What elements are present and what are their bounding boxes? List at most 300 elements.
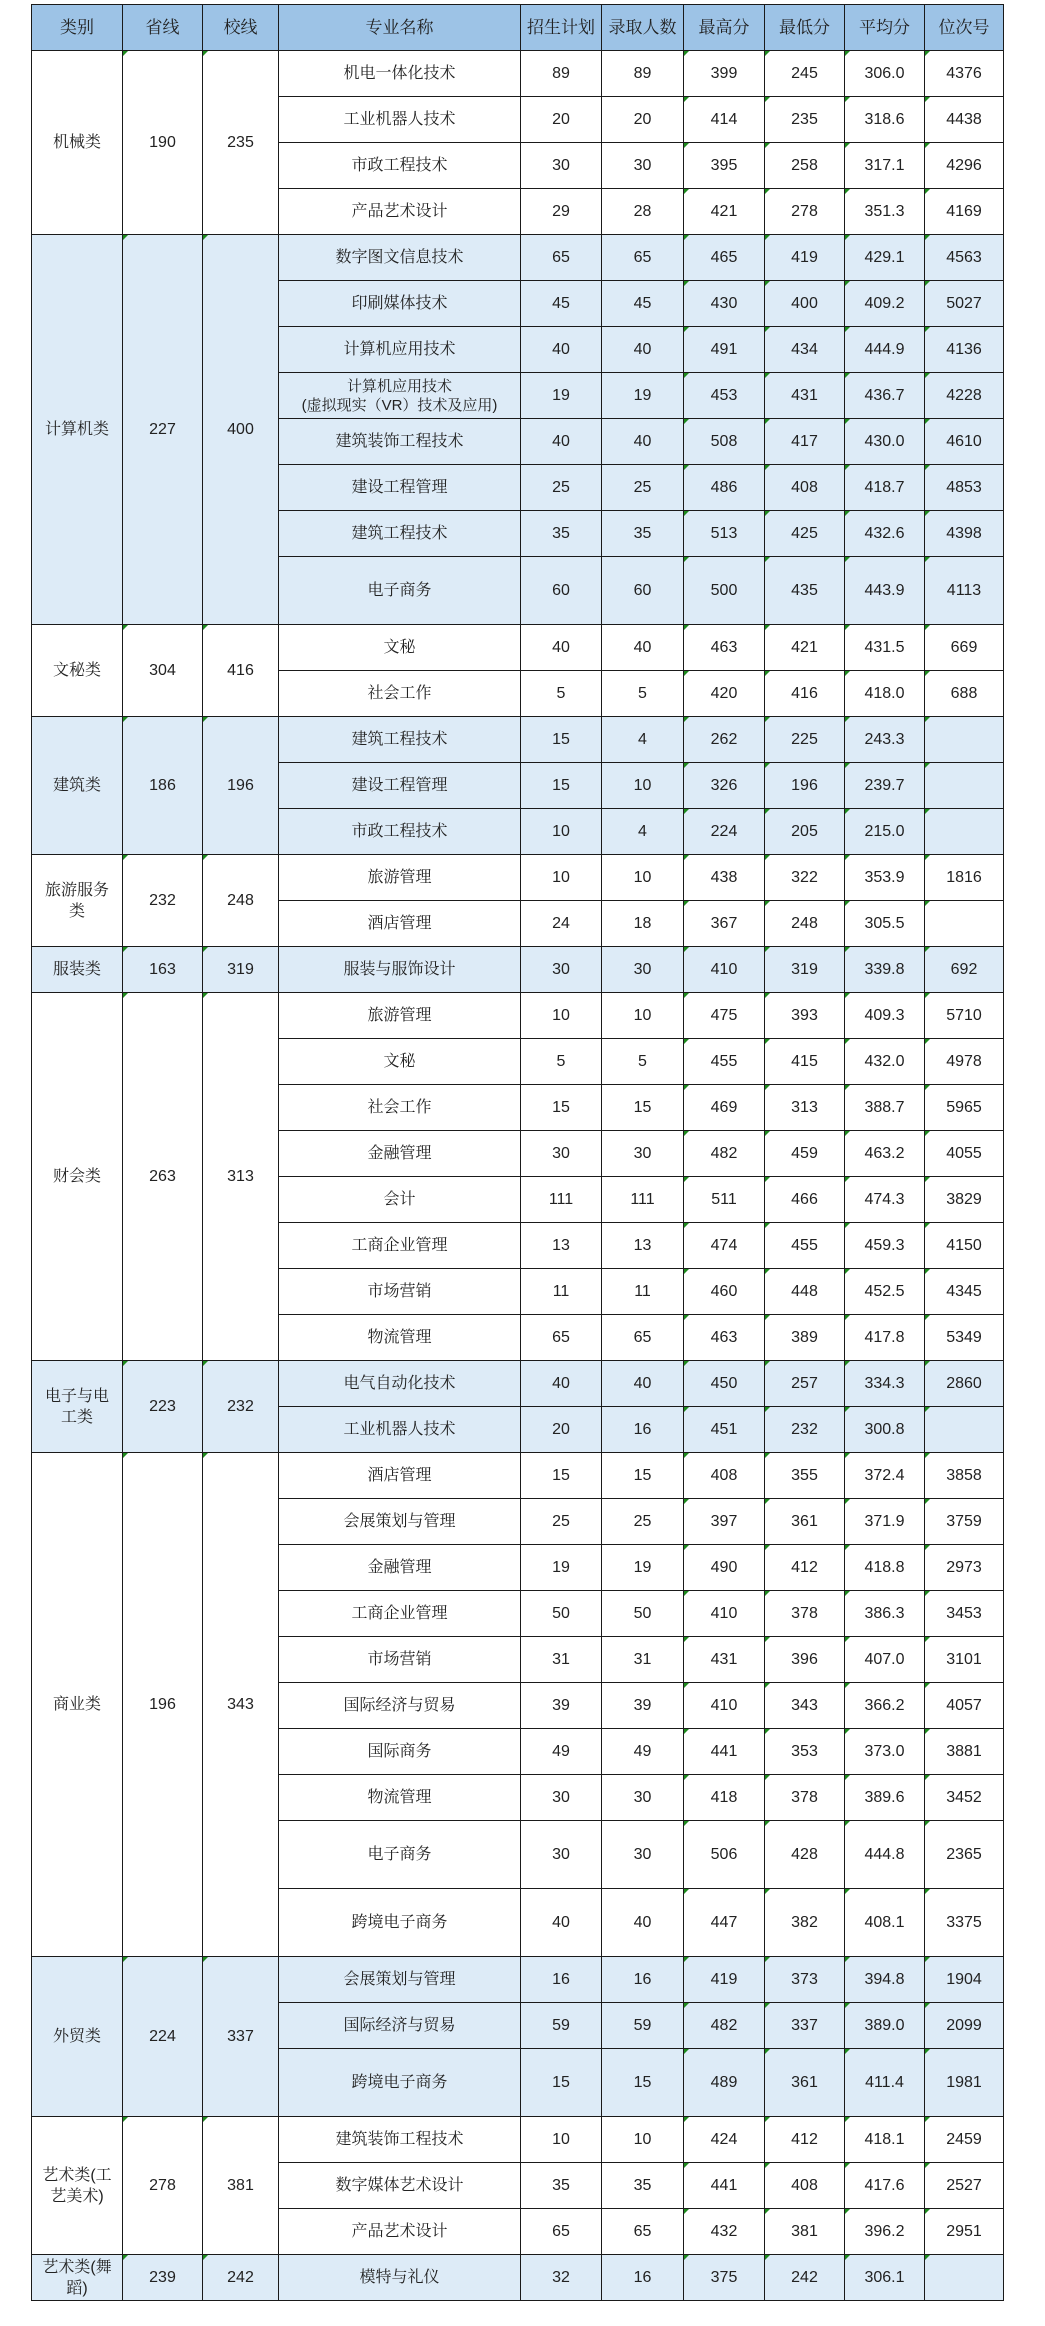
min-score-cell: 248 [765, 901, 845, 947]
max-score-cell: 424 [684, 2117, 765, 2163]
admitted-cell: 16 [602, 1957, 684, 2003]
major-cell: 服装与服饰设计 [279, 947, 521, 993]
admitted-cell: 65 [602, 235, 684, 281]
admitted-cell: 15 [602, 1453, 684, 1499]
table-row [32, 993, 1004, 1039]
max-score-cell: 441 [684, 1729, 765, 1775]
plan-cell: 35 [521, 511, 602, 557]
min-score-cell: 196 [765, 763, 845, 809]
min-score-cell: 278 [765, 189, 845, 235]
min-score-cell: 232 [765, 1407, 845, 1453]
min-score-cell: 313 [765, 1085, 845, 1131]
avg-score-cell: 474.3 [845, 1177, 925, 1223]
category-group [32, 993, 1004, 1361]
max-score-cell: 475 [684, 993, 765, 1039]
rank-cell: 5710 [925, 993, 1004, 1039]
min-score-cell: 343 [765, 1683, 845, 1729]
admitted-cell: 11 [602, 1269, 684, 1315]
plan-cell: 10 [521, 2117, 602, 2163]
avg-score-cell: 386.3 [845, 1591, 925, 1637]
plan-cell: 20 [521, 97, 602, 143]
header-row [32, 5, 1004, 51]
plan-cell: 30 [521, 1775, 602, 1821]
major-cell: 电子商务 [279, 557, 521, 625]
plan-cell: 30 [521, 1821, 602, 1889]
admitted-cell: 10 [602, 2117, 684, 2163]
rank-cell: 1904 [925, 1957, 1004, 2003]
avg-score-cell: 373.0 [845, 1729, 925, 1775]
admitted-cell: 31 [602, 1637, 684, 1683]
admitted-cell: 59 [602, 2003, 684, 2049]
plan-cell: 40 [521, 625, 602, 671]
plan-cell: 10 [521, 993, 602, 1039]
min-score-cell: 396 [765, 1637, 845, 1683]
major-cell: 机电一体化技术 [279, 51, 521, 97]
admitted-cell: 20 [602, 97, 684, 143]
plan-cell: 20 [521, 1407, 602, 1453]
max-score-cell: 513 [684, 511, 765, 557]
min-score-cell: 361 [765, 2049, 845, 2117]
major-cell: 文秘 [279, 1039, 521, 1085]
min-score-cell: 378 [765, 1591, 845, 1637]
plan-cell: 65 [521, 1315, 602, 1361]
school-line-cell: 400 [203, 235, 279, 625]
admitted-cell: 19 [602, 373, 684, 419]
max-score-cell: 486 [684, 465, 765, 511]
major-cell: 建筑装饰工程技术 [279, 419, 521, 465]
table-row [32, 717, 1004, 763]
rank-cell: 4113 [925, 557, 1004, 625]
school-line-cell: 319 [203, 947, 279, 993]
max-score-cell: 418 [684, 1775, 765, 1821]
min-score-cell: 319 [765, 947, 845, 993]
rank-cell: 4438 [925, 97, 1004, 143]
min-score-cell: 382 [765, 1889, 845, 1957]
major-cell: 会展策划与管理 [279, 1957, 521, 2003]
table-row [32, 51, 1004, 97]
min-score-cell: 455 [765, 1223, 845, 1269]
max-score-cell: 438 [684, 855, 765, 901]
category-group [32, 1361, 1004, 1453]
max-score-cell: 421 [684, 189, 765, 235]
min-score-cell: 378 [765, 1775, 845, 1821]
max-score-cell: 410 [684, 947, 765, 993]
plan-cell: 25 [521, 1499, 602, 1545]
rank-cell [925, 2255, 1004, 2301]
min-score-cell: 419 [765, 235, 845, 281]
rank-cell: 4169 [925, 189, 1004, 235]
province-line-cell: 263 [123, 993, 203, 1361]
admitted-cell: 30 [602, 947, 684, 993]
rank-cell: 2099 [925, 2003, 1004, 2049]
rank-cell [925, 763, 1004, 809]
max-score-cell: 482 [684, 2003, 765, 2049]
province-line-cell: 224 [123, 1957, 203, 2117]
avg-score-cell: 318.6 [845, 97, 925, 143]
max-score-cell: 414 [684, 97, 765, 143]
min-score-cell: 353 [765, 1729, 845, 1775]
rank-cell: 5349 [925, 1315, 1004, 1361]
school-line-cell: 416 [203, 625, 279, 717]
major-cell: 电子商务 [279, 1821, 521, 1889]
admitted-cell: 16 [602, 1407, 684, 1453]
major-cell: 数字媒体艺术设计 [279, 2163, 521, 2209]
category-cell: 建筑类 [32, 717, 123, 855]
rank-cell: 3453 [925, 1591, 1004, 1637]
avg-score-cell: 366.2 [845, 1683, 925, 1729]
major-cell: 酒店管理 [279, 1453, 521, 1499]
plan-cell: 16 [521, 1957, 602, 2003]
plan-cell: 11 [521, 1269, 602, 1315]
avg-score-cell: 444.9 [845, 327, 925, 373]
major-cell: 金融管理 [279, 1131, 521, 1177]
major-cell: 产品艺术设计 [279, 189, 521, 235]
max-score-cell: 474 [684, 1223, 765, 1269]
rank-cell: 3375 [925, 1889, 1004, 1957]
admitted-cell: 30 [602, 1821, 684, 1889]
major-cell: 电气自动化技术 [279, 1361, 521, 1407]
plan-cell: 15 [521, 717, 602, 763]
province-line-cell: 163 [123, 947, 203, 993]
avg-score-cell: 389.6 [845, 1775, 925, 1821]
school-line-cell: 343 [203, 1453, 279, 1957]
major-cell: 工商企业管理 [279, 1591, 521, 1637]
avg-score-cell: 300.8 [845, 1407, 925, 1453]
province-line-cell: 186 [123, 717, 203, 855]
min-score-cell: 428 [765, 1821, 845, 1889]
avg-score-cell: 444.8 [845, 1821, 925, 1889]
max-score-cell: 410 [684, 1591, 765, 1637]
header-avg-score: 平均分 [845, 5, 925, 51]
major-cell: 物流管理 [279, 1775, 521, 1821]
header-admitted: 录取人数 [602, 5, 684, 51]
admitted-cell: 60 [602, 557, 684, 625]
avg-score-cell: 407.0 [845, 1637, 925, 1683]
category-cell: 艺术类(工艺美术) [32, 2117, 123, 2255]
admitted-cell: 65 [602, 2209, 684, 2255]
max-score-cell: 469 [684, 1085, 765, 1131]
major-cell: 工业机器人技术 [279, 1407, 521, 1453]
school-line-cell: 242 [203, 2255, 279, 2301]
avg-score-cell: 418.0 [845, 671, 925, 717]
min-score-cell: 400 [765, 281, 845, 327]
major-cell: 工商企业管理 [279, 1223, 521, 1269]
max-score-cell: 491 [684, 327, 765, 373]
table-row [32, 625, 1004, 671]
max-score-cell: 431 [684, 1637, 765, 1683]
max-score-cell: 463 [684, 625, 765, 671]
rank-cell: 669 [925, 625, 1004, 671]
admitted-cell: 15 [602, 2049, 684, 2117]
max-score-cell: 262 [684, 717, 765, 763]
plan-cell: 24 [521, 901, 602, 947]
min-score-cell: 421 [765, 625, 845, 671]
category-cell: 外贸类 [32, 1957, 123, 2117]
avg-score-cell: 372.4 [845, 1453, 925, 1499]
major-cell: 数字图文信息技术 [279, 235, 521, 281]
category-cell: 文秘类 [32, 625, 123, 717]
avg-score-cell: 431.5 [845, 625, 925, 671]
avg-score-cell: 432.0 [845, 1039, 925, 1085]
avg-score-cell: 432.6 [845, 511, 925, 557]
province-line-cell: 227 [123, 235, 203, 625]
max-score-cell: 490 [684, 1545, 765, 1591]
major-cell: 会展策划与管理 [279, 1499, 521, 1545]
table-row [32, 1453, 1004, 1499]
rank-cell: 4853 [925, 465, 1004, 511]
avg-score-cell: 418.1 [845, 2117, 925, 2163]
rank-cell: 4057 [925, 1683, 1004, 1729]
plan-cell: 89 [521, 51, 602, 97]
province-line-cell: 190 [123, 51, 203, 235]
admitted-cell: 18 [602, 901, 684, 947]
max-score-cell: 450 [684, 1361, 765, 1407]
max-score-cell: 375 [684, 2255, 765, 2301]
major-cell: 市政工程技术 [279, 809, 521, 855]
admitted-cell: 40 [602, 327, 684, 373]
major-cell: 建筑装饰工程技术 [279, 2117, 521, 2163]
max-score-cell: 419 [684, 1957, 765, 2003]
max-score-cell: 410 [684, 1683, 765, 1729]
max-score-cell: 399 [684, 51, 765, 97]
rank-cell: 3829 [925, 1177, 1004, 1223]
header-category: 类别 [32, 5, 123, 51]
avg-score-cell: 463.2 [845, 1131, 925, 1177]
major-cell: 计算机应用技术 (虚拟现实（VR）技术及应用) [279, 373, 521, 419]
rank-cell: 2527 [925, 2163, 1004, 2209]
rank-cell: 3101 [925, 1637, 1004, 1683]
school-line-cell: 235 [203, 51, 279, 235]
plan-cell: 19 [521, 1545, 602, 1591]
rank-cell [925, 901, 1004, 947]
plan-cell: 65 [521, 235, 602, 281]
admitted-cell: 16 [602, 2255, 684, 2301]
avg-score-cell: 443.9 [845, 557, 925, 625]
plan-cell: 40 [521, 1361, 602, 1407]
avg-score-cell: 408.1 [845, 1889, 925, 1957]
plan-cell: 19 [521, 373, 602, 419]
plan-cell: 45 [521, 281, 602, 327]
major-cell: 计算机应用技术 [279, 327, 521, 373]
min-score-cell: 322 [765, 855, 845, 901]
plan-cell: 30 [521, 143, 602, 189]
admitted-cell: 49 [602, 1729, 684, 1775]
avg-score-cell: 243.3 [845, 717, 925, 763]
avg-score-cell: 409.3 [845, 993, 925, 1039]
rank-cell: 4563 [925, 235, 1004, 281]
category-cell: 服装类 [32, 947, 123, 993]
min-score-cell: 361 [765, 1499, 845, 1545]
plan-cell: 15 [521, 763, 602, 809]
admitted-cell: 30 [602, 1131, 684, 1177]
min-score-cell: 417 [765, 419, 845, 465]
table-row [32, 855, 1004, 901]
min-score-cell: 225 [765, 717, 845, 763]
avg-score-cell: 418.7 [845, 465, 925, 511]
avg-score-cell: 306.0 [845, 51, 925, 97]
max-score-cell: 397 [684, 1499, 765, 1545]
min-score-cell: 425 [765, 511, 845, 557]
avg-score-cell: 305.5 [845, 901, 925, 947]
major-cell: 模特与礼仪 [279, 2255, 521, 2301]
min-score-cell: 381 [765, 2209, 845, 2255]
major-cell: 社会工作 [279, 1085, 521, 1131]
max-score-cell: 451 [684, 1407, 765, 1453]
min-score-cell: 412 [765, 2117, 845, 2163]
plan-cell: 35 [521, 2163, 602, 2209]
max-score-cell: 224 [684, 809, 765, 855]
category-cell: 电子与电工类 [32, 1361, 123, 1453]
admitted-cell: 50 [602, 1591, 684, 1637]
avg-score-cell: 317.1 [845, 143, 925, 189]
major-cell: 国际商务 [279, 1729, 521, 1775]
category-cell: 艺术类(舞蹈) [32, 2255, 123, 2301]
max-score-cell: 453 [684, 373, 765, 419]
rank-cell [925, 809, 1004, 855]
admitted-cell: 111 [602, 1177, 684, 1223]
admitted-cell: 10 [602, 763, 684, 809]
max-score-cell: 511 [684, 1177, 765, 1223]
rank-cell: 5965 [925, 1085, 1004, 1131]
min-score-cell: 434 [765, 327, 845, 373]
plan-cell: 39 [521, 1683, 602, 1729]
min-score-cell: 459 [765, 1131, 845, 1177]
province-line-cell: 223 [123, 1361, 203, 1453]
min-score-cell: 415 [765, 1039, 845, 1085]
admitted-cell: 19 [602, 1545, 684, 1591]
plan-cell: 49 [521, 1729, 602, 1775]
major-cell: 物流管理 [279, 1315, 521, 1361]
rank-cell [925, 1407, 1004, 1453]
avg-score-cell: 394.8 [845, 1957, 925, 2003]
rank-cell: 4150 [925, 1223, 1004, 1269]
table-row [32, 947, 1004, 993]
header-plan: 招生计划 [521, 5, 602, 51]
min-score-cell: 205 [765, 809, 845, 855]
avg-score-cell: 459.3 [845, 1223, 925, 1269]
admitted-cell: 28 [602, 189, 684, 235]
major-cell: 建筑工程技术 [279, 717, 521, 763]
avg-score-cell: 418.8 [845, 1545, 925, 1591]
avg-score-cell: 351.3 [845, 189, 925, 235]
max-score-cell: 489 [684, 2049, 765, 2117]
admitted-cell: 4 [602, 717, 684, 763]
min-score-cell: 235 [765, 97, 845, 143]
plan-cell: 40 [521, 1889, 602, 1957]
max-score-cell: 455 [684, 1039, 765, 1085]
province-line-cell: 239 [123, 2255, 203, 2301]
rank-cell: 4055 [925, 1131, 1004, 1177]
rank-cell: 1981 [925, 2049, 1004, 2117]
plan-cell: 60 [521, 557, 602, 625]
rank-cell: 3452 [925, 1775, 1004, 1821]
rank-cell: 4398 [925, 511, 1004, 557]
min-score-cell: 245 [765, 51, 845, 97]
rank-cell: 2459 [925, 2117, 1004, 2163]
school-line-cell: 313 [203, 993, 279, 1361]
plan-cell: 10 [521, 855, 602, 901]
category-group [32, 2255, 1004, 2301]
admitted-cell: 65 [602, 1315, 684, 1361]
rank-cell: 2973 [925, 1545, 1004, 1591]
major-cell: 建筑工程技术 [279, 511, 521, 557]
province-line-cell: 304 [123, 625, 203, 717]
table-row [32, 2255, 1004, 2301]
rank-cell [925, 717, 1004, 763]
min-score-cell: 258 [765, 143, 845, 189]
school-line-cell: 196 [203, 717, 279, 855]
min-score-cell: 412 [765, 1545, 845, 1591]
plan-cell: 5 [521, 671, 602, 717]
max-score-cell: 395 [684, 143, 765, 189]
plan-cell: 25 [521, 465, 602, 511]
rank-cell: 4228 [925, 373, 1004, 419]
category-group [32, 1453, 1004, 1957]
header-school-line: 校线 [203, 5, 279, 51]
admitted-cell: 40 [602, 625, 684, 671]
plan-cell: 50 [521, 1591, 602, 1637]
max-score-cell: 463 [684, 1315, 765, 1361]
admitted-cell: 25 [602, 465, 684, 511]
admitted-cell: 4 [602, 809, 684, 855]
table-row [32, 1957, 1004, 2003]
avg-score-cell: 411.4 [845, 2049, 925, 2117]
rank-cell: 3881 [925, 1729, 1004, 1775]
plan-cell: 15 [521, 1085, 602, 1131]
major-cell: 酒店管理 [279, 901, 521, 947]
admitted-cell: 39 [602, 1683, 684, 1729]
max-score-cell: 500 [684, 557, 765, 625]
plan-cell: 29 [521, 189, 602, 235]
min-score-cell: 373 [765, 1957, 845, 2003]
admitted-cell: 40 [602, 1361, 684, 1407]
plan-cell: 31 [521, 1637, 602, 1683]
avg-score-cell: 430.0 [845, 419, 925, 465]
major-cell: 市场营销 [279, 1637, 521, 1683]
admitted-cell: 40 [602, 1889, 684, 1957]
avg-score-cell: 339.8 [845, 947, 925, 993]
plan-cell: 15 [521, 1453, 602, 1499]
category-group [32, 51, 1004, 235]
min-score-cell: 257 [765, 1361, 845, 1407]
avg-score-cell: 239.7 [845, 763, 925, 809]
major-cell: 旅游管理 [279, 993, 521, 1039]
category-cell: 旅游服务类 [32, 855, 123, 947]
max-score-cell: 326 [684, 763, 765, 809]
max-score-cell: 367 [684, 901, 765, 947]
plan-cell: 40 [521, 419, 602, 465]
rank-cell: 4376 [925, 51, 1004, 97]
admitted-cell: 30 [602, 1775, 684, 1821]
admission-scores-table [31, 4, 1004, 2301]
max-score-cell: 447 [684, 1889, 765, 1957]
category-group [32, 947, 1004, 993]
admitted-cell: 10 [602, 993, 684, 1039]
major-cell: 产品艺术设计 [279, 2209, 521, 2255]
min-score-cell: 408 [765, 2163, 845, 2209]
avg-score-cell: 306.1 [845, 2255, 925, 2301]
school-line-cell: 248 [203, 855, 279, 947]
major-cell: 金融管理 [279, 1545, 521, 1591]
avg-score-cell: 417.8 [845, 1315, 925, 1361]
major-cell: 印刷媒体技术 [279, 281, 521, 327]
school-line-cell: 232 [203, 1361, 279, 1453]
max-score-cell: 482 [684, 1131, 765, 1177]
admitted-cell: 5 [602, 1039, 684, 1085]
category-cell: 计算机类 [32, 235, 123, 625]
rank-cell: 692 [925, 947, 1004, 993]
category-cell: 商业类 [32, 1453, 123, 1957]
